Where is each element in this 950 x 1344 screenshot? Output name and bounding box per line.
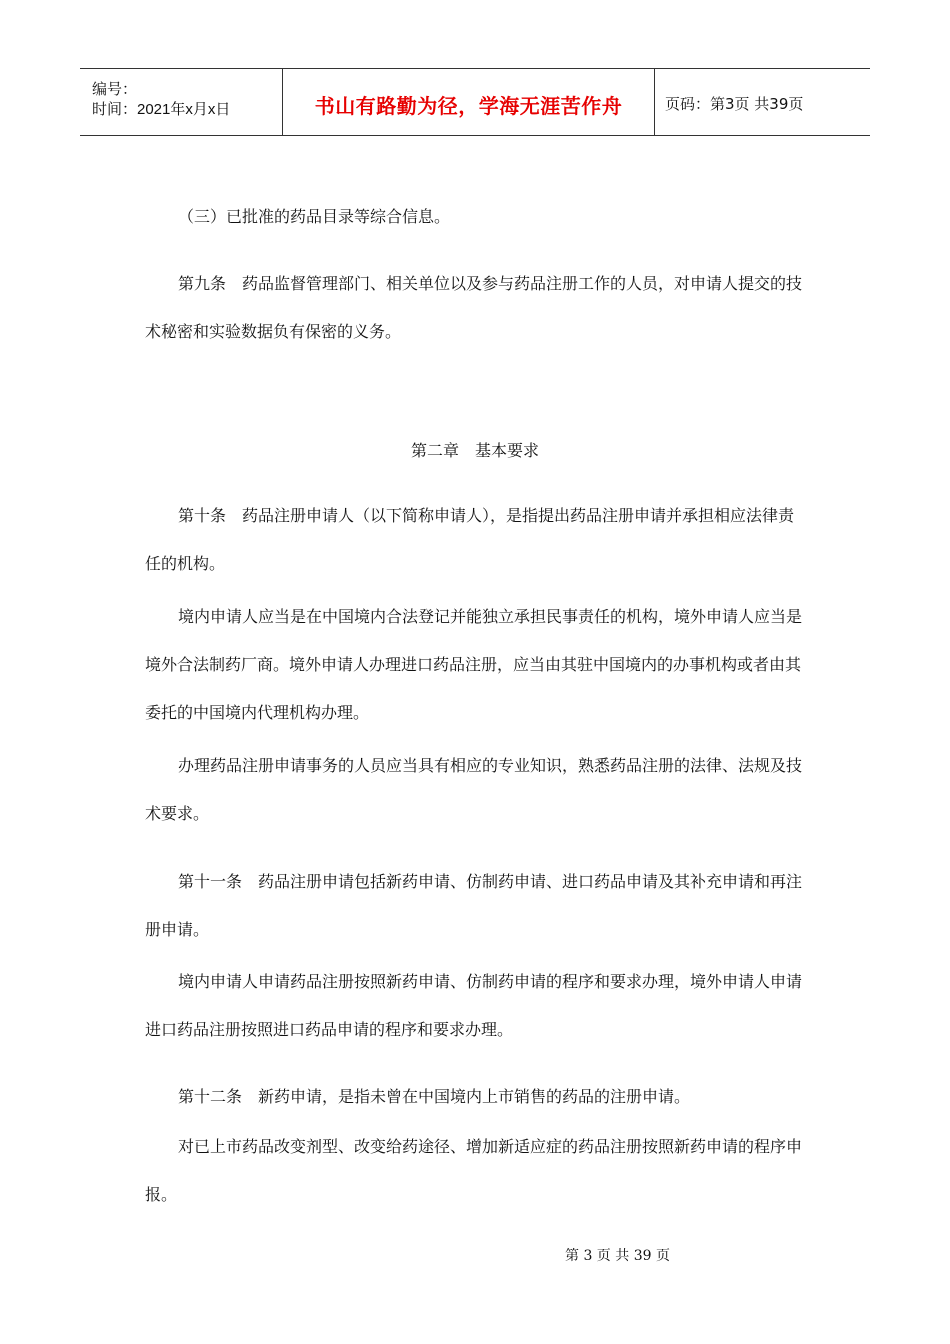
page-header [80, 68, 870, 136]
header-meta [80, 69, 282, 135]
paragraph: 境内申请人申请药品注册按照新药申请、仿制药申请的程序和要求办理，境外申请人申请进口药品注册按照进口药品申请的程序和要求办理。 [145, 972, 803, 1039]
paragraph: 第九条 药品监督管理部门、相关单位以及参与药品注册工作的人员，对申请人提交的技术秘密和实验数据负有保密的义务。 [145, 274, 803, 341]
header-page-info: 页码：第3页 共39页 [665, 94, 804, 113]
paragraph: 第十二条 新药申请，是指未曾在中国境内上市销售的药品的注册申请。 [178, 1087, 691, 1106]
header-motto: 书山有路勤为径，学海无涯苦作舟 [282, 69, 655, 135]
footer-page-number: 第 3 页 共 39 页 [565, 1248, 670, 1264]
paragraph: 境内申请人应当是在中国境内合法登记并能独立承担民事责任的机构，境外申请人应当是境外合法制药厂商。境外申请人办理进口药品注册，应当由其驻中国境内的办事机构或者由其委托的中国境内代理机构办理。 [145, 607, 803, 722]
document-date-label: 时间：2021年x月x日 [92, 101, 231, 118]
paragraph: 办理药品注册申请事务的人员应当具有相应的专业知识，熟悉药品注册的法律、法规及技术要求。 [145, 756, 803, 823]
paragraph: （三）已批准的药品目录等综合信息。 [178, 207, 451, 226]
chapter-title: 第二章 基本要求 [410, 441, 539, 460]
paragraph: 第十一条 药品注册申请包括新药申请、仿制药申请、进口药品申请及其补充申请和再注册申请。 [145, 872, 803, 939]
paragraph: 第十条 药品注册申请人（以下简称申请人），是指提出药品注册申请并承担相应法律责任的机构。 [145, 506, 795, 573]
paragraph: 对已上市药品改变剂型、改变给药途径、增加新适应症的药品注册按照新药申请的程序申报。 [145, 1137, 803, 1204]
document-number-label: 编号： [92, 81, 138, 98]
